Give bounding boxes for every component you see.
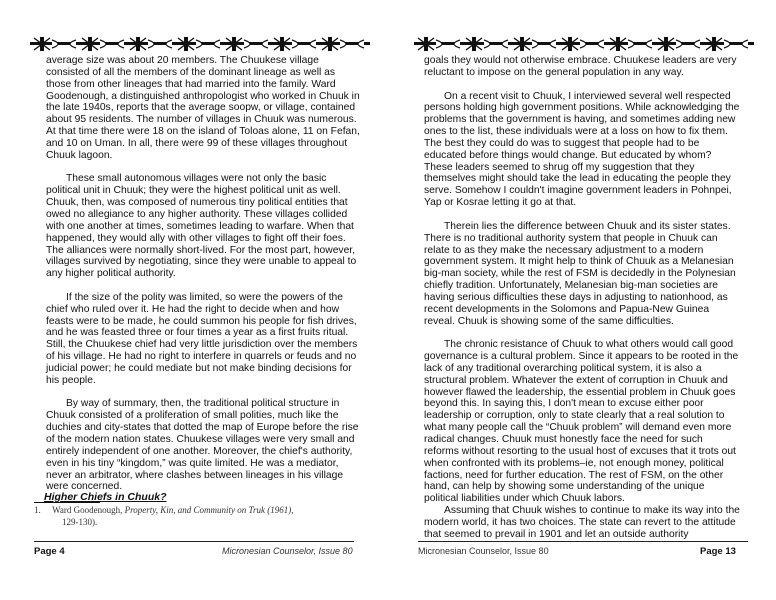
footer-publication: Micronesian Counselor, Issue 80 [222, 546, 353, 556]
paragraph: The chronic resistance of Chuuk to what others would call good governance is a cultural problem. Since it appears to be rooted in the lack of any traditional overarching political system, it is also a structural problem. Whatever the extent of corruption in Chuuk and however flawed the leadership, the essential problem in Chuuk goes beyond this. In saying this, I don't mean to excuse either poor leadership or corruption, only to state clearly that a real solution to what many people call the “Chuuk problem” will demand even more radical changes. Chuuk must honestly face the need for such reforms without resorting to the usual host of excuses that it trots out when confronted with its problems–ie, not enough money, political factions, need for further education. The rest of FSM, on the other hand, can help by showing some understanding of the unique political liabilities under which Chuuk labors. [424, 339, 739, 505]
paragraph: By way of summary, then, the traditional political structure in Chuuk consisted of a proliferation of small polities, much like the duchies and city-states that dotted the map of Europe before the rise of the modern nation states. Chuukese villages were very small and entirely independent of one another. Moreover, the chief's authority, even in his tiny “kingdom,” was quite limited. He was a mediator, never an arbitrator, where clashes between lineages in his village were concerned. [46, 398, 359, 493]
right-page [388, 0, 776, 600]
paragraph: Therein lies the difference between Chuuk and its sister states. There is no traditional authority system that people in Chuuk can relate to as they make the necessary adjustment to a modern government system. It might help to think of Chuuk as a Melanesian big-man society, while the rest of FSM is decidedly in the Polynesian chiefly tradition. Unfortunately, Melanesian big-man societies are having serious difficulties these days in adjusting to nationhood, as recent developments in the Solomons and Papua-New Guinea reveal. Chuuk is showing some of the same difficulties. [424, 220, 736, 327]
footnote-pages: 129-130). [62, 516, 98, 527]
footnote-rule [34, 502, 100, 503]
footnote-title: Property, Kin, and Community on Truk (1961), [124, 505, 294, 515]
right-page-body [424, 55, 740, 541]
paragraph: If the size of the polity was limited, so were the powers of the chief who ruled over it. He had the right to decide when and how feasts were to be made, he could summon his people for fish drives, and he was feasted three or four times a year as a first fruits ritual. Still, the Chuukese chief had very little jurisdiction over the members of his village. He had no right to interfere in quarrels or feuds and no judicial power; he could mediate but not make binding decisions for his people. [46, 291, 358, 386]
paragraph: These small autonomous villages were not only the basic political unit in Chuuk; they were the highest political unit as well. Chuuk, then, was composed of numerous tiny political entities that owed no allegiance to any higher authority. These villages collided with one another at times, sometimes leading to warfare. When that happened, they would ally with other villages to fight off their foes. The alliances were normally short-lived. For the most part, however, villages survived by negotiating, since they were unable to appeal to any higher political authority. [46, 173, 357, 280]
footer-rule [418, 541, 748, 542]
footnote-number: 1. [34, 505, 41, 515]
paragraph: Assuming that Chuuk wishes to continue to make its way into the modern world, it has two choices. The state can revert to the attitude that seemed to prevail in 1901 and let an outside authority [424, 505, 740, 540]
footer-rule [34, 541, 354, 542]
left-page-body [46, 55, 362, 493]
paragraph: goals they would not otherwise embrace. Chuukese leaders are very reluctant to impose on the general population in any way. [424, 55, 737, 78]
decorative-border-ornament [414, 36, 754, 52]
paragraph: On a recent visit to Chuuk, I interviewed several well respected persons holding high government positions. While acknowledging the problems that the government is having, and sometimes adding new ones to the list, these individuals were at a loss on how to fix them. The best they could do was to suggest that people had to be educated before things would change. But educated by whom? These leaders seemed to shrug off my suggestion that they themselves might should take the lead in educating the people they serve. Somehow I couldn't imagine government leaders in Pohnpei, Yap or Kosrae letting it go at that. [424, 90, 740, 209]
footer-publication: Micronesian Counselor, Issue 80 [418, 546, 549, 556]
decorative-border-ornament [30, 36, 370, 52]
section-subheading: Higher Chiefs in Chuuk? [44, 491, 167, 503]
footnote-author: Ward Goodenough, [52, 505, 123, 515]
footnote [34, 505, 354, 528]
footer-page-number: Page 4 [34, 546, 65, 557]
footer-page-number: Page 13 [700, 546, 736, 557]
paragraph: average size was about 20 members. The Chuukese village consisted of all the members of the dominant lineage as well as those from other lineages that had married into the family. Ward Goodenough, a distinguished anthropologist who worked in Chuuk in the late 1940s, reports that the average soopw, or village, contained about 95 residents. The number of villages in Chuuk was numerous. At that time there were 18 on the island of Toloas alone, 11 on Fefan, and 10 on Uman. In all, there were 99 of these villages throughout Chuuk lagoon. [46, 55, 360, 161]
